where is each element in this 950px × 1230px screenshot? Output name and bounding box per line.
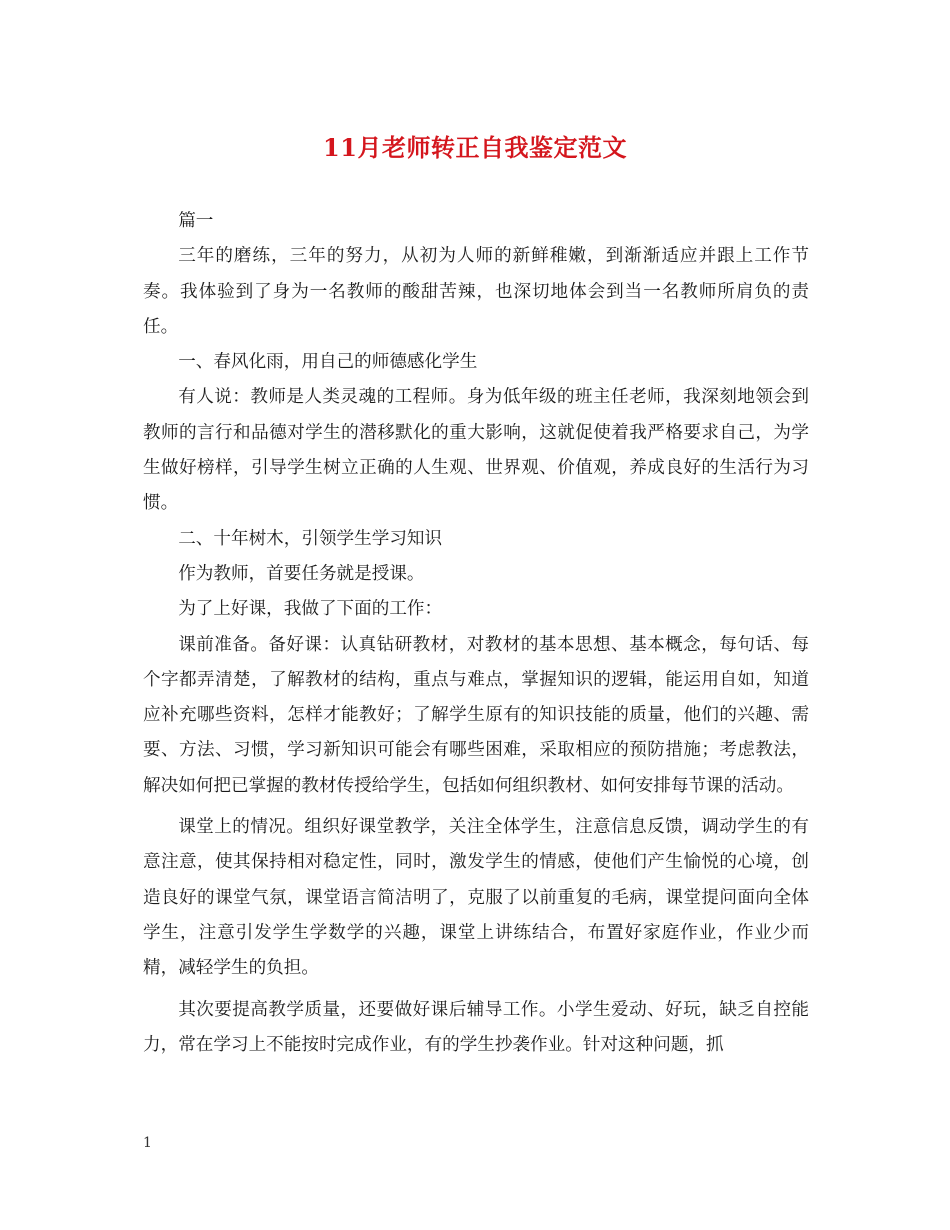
- paragraph-teaching-task: 作为教师，首要任务就是授课。: [178, 563, 425, 584]
- paragraph-heading-two: 二、十年树木，引领学生学习知识: [178, 528, 443, 549]
- paragraph-heading-one: 一、春风化雨，用自己的师德感化学生: [178, 352, 478, 373]
- paragraph-moral-education: 有人说：教师是人类灵魂的工程师。身为低年级的班主任老师，我深刻地领会到教师的言行和品德对学生的潜移默化的重大影响，这就促使着我严格要求自己，为学生做好榜样，引导学生树立正确的人生观、世界观、价值观，养成良好的生活行为习惯。: [143, 387, 809, 514]
- paragraph-section-label: 篇一: [178, 211, 214, 231]
- paragraph-classroom: 课堂上的情况。组织好课堂教学，关注全体学生，注意信息反馈，调动学生的有意注意，使其保持相对稳定性，同时，激发学生的情感，使他们产生愉悦的心境，创造良好的课堂气氛，课堂语言简洁明了，克服了以前重复的毛病，课堂提问面向全体学生，注意引发学生学数学的兴趣，课堂上讲练结合，布置好家庭作业，作业少而精，减轻学生的负担。: [143, 817, 809, 979]
- paragraph-intro: 三年的磨练，三年的努力，从初为人师的新鲜稚嫩，到渐渐适应并跟上工作节奏。我体验到了身为一名教师的酸甜苦辣，也深切地体会到当一名教师所肩负的责任。: [143, 246, 809, 337]
- paragraph-lesson-preparation: 课前准备。备好课：认真钻研教材，对教材的基本思想、基本概念，每句话、每个字都弄清楚，了解教材的结构，重点与难点，掌握知识的逻辑，能运用自如，知道应补充哪些资料，怎样才能教好；了解学生原有的知识技能的质量，他们的兴趣、需要、方法、习惯，学习新知识可能会有哪些困难，采取相应的预防措施；考虑教法，解决如何把已掌握的教材传授给学生，包括如何组织教材、如何安排每节课的活动。: [143, 634, 809, 796]
- paragraph-work-intro: 为了上好课，我做了下面的工作：: [178, 599, 443, 620]
- document-body: [143, 204, 809, 1063]
- page-number: 1: [143, 1135, 152, 1151]
- paragraph-after-class: 其次要提高教学质量，还要做好课后辅导工作。小学生爱动、好玩，缺乏自控能力，常在学习上不能按时完成作业，有的学生抄袭作业。针对这种问题，抓: [143, 999, 809, 1055]
- document-title: 11月老师转正自我鉴定范文: [323, 133, 627, 162]
